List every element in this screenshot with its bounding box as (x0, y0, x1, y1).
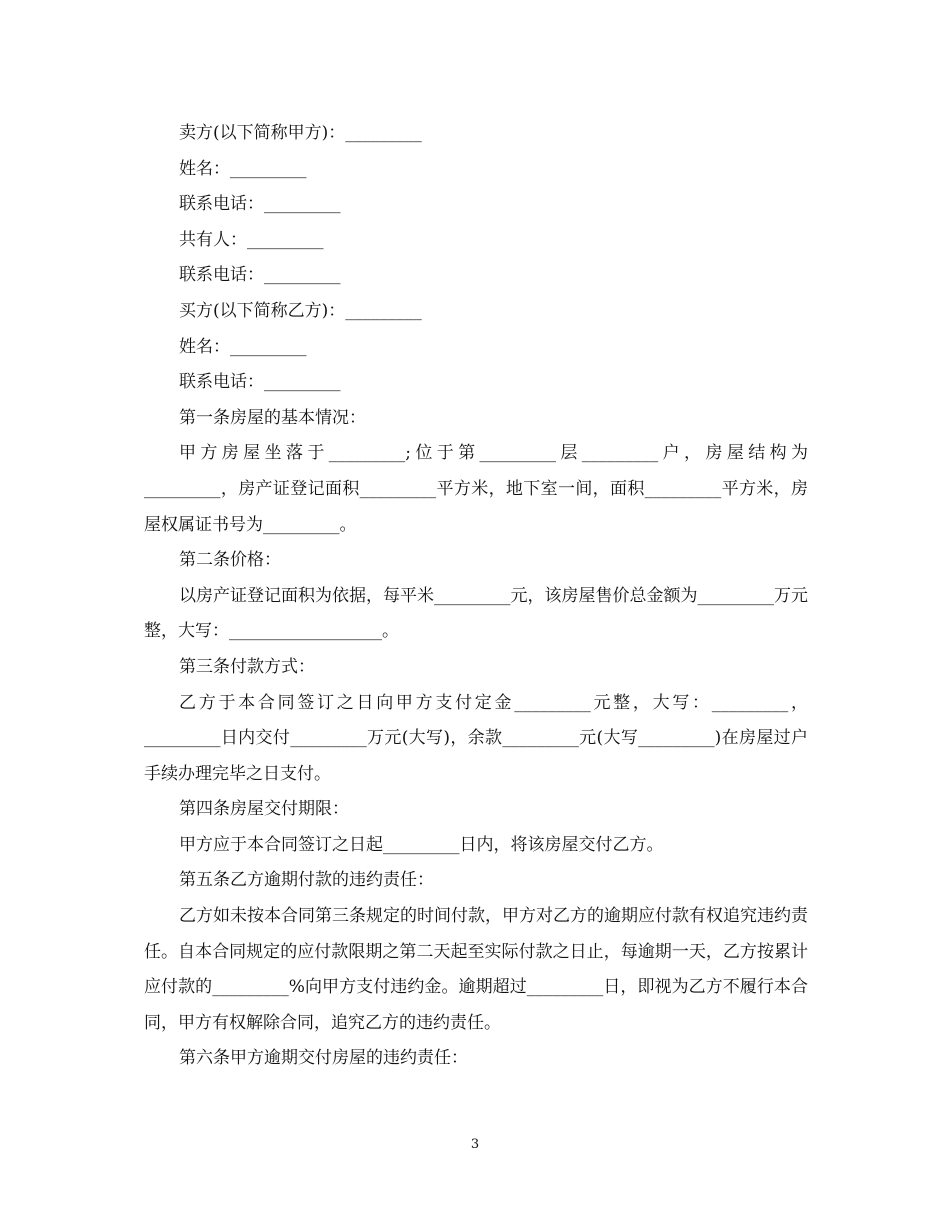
article-6-heading: 第六条甲方逾期交付房屋的违约责任： (179, 1048, 468, 1069)
seller-phone-line: 联系电话：_________ (179, 194, 341, 215)
buyer-line: 买方(以下简称乙方)：_________ (179, 300, 422, 321)
article-3-heading: 第三条付款方式： (179, 656, 315, 677)
article-4-body: 甲方应于本合同签订之日起_________日内，将该房屋交付乙方。 (179, 834, 664, 855)
buyer-phone-line: 联系电话：_________ (179, 372, 341, 393)
article-5-body: 乙方如未按本合同第三条规定的时间付款，甲方对乙方的逾期应付款有权追究违约责任。自本合同规定的应付款限期之第二天起至实际付款之日止，每逾期一天，乙方按累计应付款的_________%向甲方支付违约金。逾期超过_________日，即视为乙方不履行本合同，甲方有权解除合同，追究乙方的违约责任。 (144, 906, 808, 1033)
seller-name-line: 姓名：_________ (179, 158, 307, 179)
article-1-heading: 第一条房屋的基本情况： (179, 407, 366, 428)
co-owner-phone-line: 联系电话：_________ (179, 265, 341, 286)
article-1-body: 甲方房屋坐落于_________;位于第_________层_________户，房屋结构为_________，房产证登记面积_________平方米，地下室一间，面积_________平方米，房屋权属证书号为_________。 (144, 443, 808, 535)
co-owner-line: 共有人：_________ (179, 229, 324, 250)
page-number: 3 (470, 1137, 480, 1152)
article-4-heading: 第四条房屋交付期限： (179, 799, 349, 820)
article-5-heading: 第五条乙方逾期付款的违约责任： (179, 870, 434, 891)
seller-line: 卖方(以下简称甲方)：_________ (179, 123, 422, 143)
article-3-body: 乙方于本合同签订之日向甲方支付定金_________元整，大写：_________，_________日内交付_________万元(大写)，余款_________元(大写_________)在房屋过户手续办理完毕之日支付。 (144, 692, 808, 784)
buyer-name-line: 姓名：_________ (179, 336, 307, 357)
contract-body (144, 116, 808, 1077)
article-2-heading: 第二条价格： (179, 550, 281, 571)
article-2-body: 以房产证登记面积为依据，每平米_________元，该房屋售价总金额为_________万元整，大写：__________________。 (144, 585, 808, 642)
